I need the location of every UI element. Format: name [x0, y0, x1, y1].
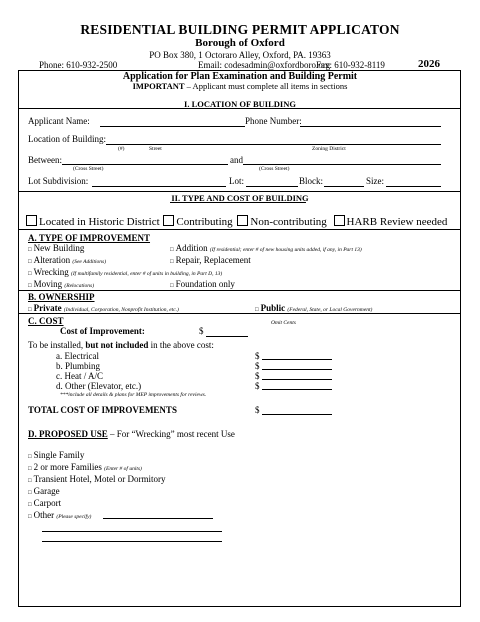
lot-label: Lot:: [229, 176, 244, 186]
zoning-caption: Zoning District: [312, 146, 346, 152]
size-field[interactable]: [386, 186, 441, 187]
other-use-field[interactable]: [103, 518, 213, 519]
number-caption: (#): [118, 146, 125, 152]
proposed-use-heading: D. PROPOSED USE – For “Wrecking” most recent Use: [28, 429, 235, 439]
other-use-line-2[interactable]: [42, 531, 222, 532]
phone-number-label: Phone Number:: [245, 116, 302, 126]
cost-heading: C. COST: [28, 316, 64, 326]
phone-number-field[interactable]: [300, 126, 441, 127]
contributing-checkbox[interactable]: [163, 215, 174, 226]
single-family-option[interactable]: □ Single Family: [28, 450, 85, 460]
lot-field[interactable]: [246, 186, 298, 187]
section-2-title: II. TYPE AND COST OF BUILDING: [171, 193, 309, 203]
cost-of-improvement-field[interactable]: [206, 336, 248, 337]
repair-option[interactable]: □ Repair, Replacement: [170, 255, 251, 265]
applicant-name-field[interactable]: [100, 126, 245, 127]
cost-item: c. Heat / A/C: [56, 371, 103, 381]
carport-option[interactable]: □ Carport: [28, 498, 62, 508]
heat-ac-cost-field[interactable]: [262, 379, 332, 380]
dollar-sign: $: [255, 351, 260, 361]
form-frame: [18, 70, 461, 607]
addition-option[interactable]: □ Addition (If residential; enter # of new housing units added, if any, in Part 13): [170, 243, 362, 253]
harb-checkbox[interactable]: [334, 215, 345, 226]
new-building-option[interactable]: □ New Building: [28, 243, 85, 253]
cost-item: a. Electrical: [56, 351, 99, 361]
checkbox-icon: □: [28, 466, 32, 472]
other-use-line-3[interactable]: [42, 541, 222, 542]
cross-street-1-caption: (Cross Street): [73, 166, 104, 172]
checkbox-icon: □: [170, 247, 174, 253]
dollar-sign: $: [255, 371, 260, 381]
public-option[interactable]: □ Public (Federal, State, or Local Government): [255, 303, 373, 313]
street-caption: Street: [149, 146, 162, 152]
phone-text: Phone: 610-932-2500: [39, 60, 118, 70]
form-title: RESIDENTIAL BUILDING PERMIT APPLICATON: [80, 22, 400, 37]
other-use-option[interactable]: □ Other (Please specify): [28, 510, 92, 520]
electrical-cost-field[interactable]: [262, 359, 332, 360]
transient-option[interactable]: □ Transient Hotel, Motel or Dormitory: [28, 474, 166, 484]
garage-option[interactable]: □ Garage: [28, 486, 60, 496]
omit-cents-note: Omit Cents: [271, 320, 296, 326]
ownership-heading: B. OWNERSHIP: [28, 292, 95, 302]
borough-name: Borough of Oxford: [195, 37, 285, 49]
subdivision-label: Lot Subdivision:: [28, 176, 89, 186]
cross-street-1-field[interactable]: [62, 164, 228, 165]
total-cost-field[interactable]: [262, 414, 332, 415]
checkbox-icon: □: [28, 454, 32, 460]
dollar-sign: $: [199, 326, 204, 336]
checkbox-icon: □: [28, 283, 32, 289]
moving-option[interactable]: □ Moving (Relocations): [28, 279, 95, 289]
cost-item: d. Other (Elevator, etc.): [56, 381, 142, 391]
multi-family-option[interactable]: □ 2 or more Families (Enter # of units): [28, 462, 142, 472]
cross-street-2-field[interactable]: [243, 164, 441, 165]
other-cost-field[interactable]: [262, 389, 332, 390]
subdivision-field[interactable]: [92, 186, 226, 187]
block-label: Block:: [299, 176, 323, 186]
noncontributing-checkbox[interactable]: [237, 215, 248, 226]
between-label: Between:: [28, 155, 62, 165]
checkbox-icon: □: [28, 514, 32, 520]
size-label: Size:: [366, 176, 384, 186]
checkbox-icon: □: [28, 502, 32, 508]
historic-row: Located in Historic District Contributing Non-contributing HARB Review needed: [26, 215, 447, 228]
improvement-heading: A. TYPE OF IMPROVEMENT: [28, 233, 151, 243]
block-field[interactable]: [324, 186, 364, 187]
cost-item: b. Plumbing: [56, 361, 101, 371]
foundation-option[interactable]: □ Foundation only: [170, 279, 235, 289]
checkbox-icon: □: [28, 307, 32, 313]
total-cost-label: TOTAL COST OF IMPROVEMENTS: [28, 405, 177, 415]
private-option[interactable]: □ Private (Individual, Corporation, Nonprofit Institution, etc.): [28, 303, 179, 313]
checkbox-icon: □: [170, 259, 174, 265]
cross-street-2-caption: (Cross Street): [259, 166, 290, 172]
checkbox-icon: □: [28, 247, 32, 253]
cost-of-improvement-label: Cost of Improvement:: [60, 326, 145, 336]
checkbox-icon: □: [28, 490, 32, 496]
location-field[interactable]: [106, 144, 441, 145]
checkbox-icon: □: [28, 478, 32, 484]
section-1-title: I. LOCATION OF BUILDING: [184, 99, 296, 109]
plumbing-cost-field[interactable]: [262, 369, 332, 370]
dollar-sign: $: [255, 361, 260, 371]
applicant-name-label: Applicant Name:: [28, 116, 90, 126]
checkbox-icon: □: [170, 283, 174, 289]
form-subtitle: Application for Plan Examination and Building Permit: [122, 71, 358, 82]
form-year: 2026: [418, 58, 440, 70]
email-text: Email: codesadmin@oxfordboro.org: [198, 60, 331, 70]
and-label: and: [230, 155, 243, 165]
location-label: Location of Building:: [28, 134, 106, 144]
installed-note: To be installed, but not included in the above cost:: [28, 340, 214, 350]
wrecking-option[interactable]: □ Wrecking (If multifamily residential, enter # of units in building, in Part D, 13): [28, 267, 223, 277]
checkbox-icon: □: [255, 307, 259, 313]
important-note: IMPORTANT – Applicant must complete all items in sections: [132, 81, 348, 91]
fax-text: Fax: 610-932-8119: [316, 60, 385, 70]
dollar-sign: $: [255, 405, 260, 415]
mep-note: ***include all details & plans for MEP improvements for reviews.: [60, 392, 207, 398]
checkbox-icon: □: [28, 259, 32, 265]
borough-address: PO Box 380, 1 Octoraro Alley, Oxford, PA. 19363: [149, 50, 331, 60]
alteration-option[interactable]: □ Alteration (See Additions): [28, 255, 107, 265]
historic-checkbox[interactable]: [26, 215, 37, 226]
checkbox-icon: □: [28, 271, 32, 277]
dollar-sign: $: [255, 381, 260, 391]
